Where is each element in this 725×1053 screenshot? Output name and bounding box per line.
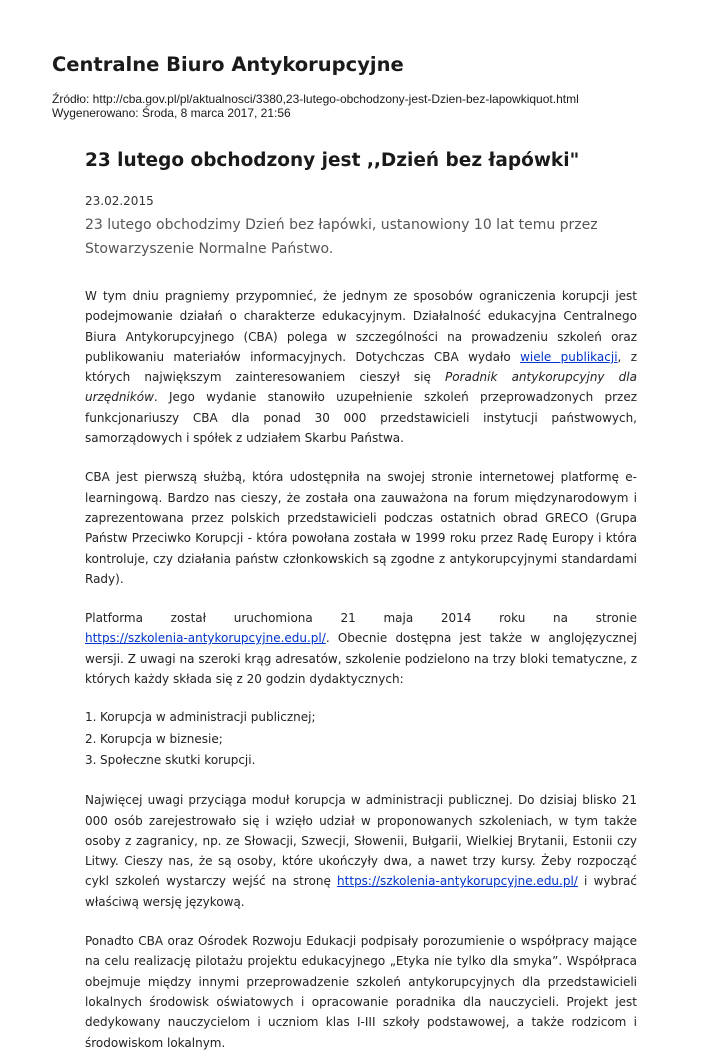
paragraph-4-text-b: i wybrać właściwą wersję językową.	[85, 874, 637, 909]
paragraph-1-text-a: W tym dniu pragniemy przypomnieć, że jednym ze sposobów ograniczenia korupcji jest podejmowanie działań o charakterze edukacyjnym. Działalność edukacyjna Centralnego Biura Antykorupcyjnego (CBA) polega w szczególności na prowadzeniu szkoleń oraz publikowaniu materiałów informacyjnych. Dotychczas CBA wydało	[85, 289, 637, 364]
training-platform-link-2[interactable]: https://szkolenia-antykorupcyjne.edu.pl/	[337, 874, 578, 889]
paragraph-1-text-b: , z których największym zainteresowaniem cieszył się	[85, 349, 637, 385]
list-item	[85, 729, 637, 750]
site-title: Centralne Biuro Antykorupcyjne	[52, 53, 404, 76]
list-item-text: Korupcja w administracji publicznej;	[100, 710, 316, 725]
paragraph-3-text: . Obecnie dostępna jest także w anglojęzycznej wersji. Z uwagi na szeroki krąg adresatów, szkolenie podzielono na trzy bloki tematyczne, z których każdy składa się z 20 godzin dydaktycznych:	[85, 631, 637, 687]
list-item-text: Społeczne skutki korupcji.	[100, 752, 256, 767]
paragraph-1	[85, 286, 637, 448]
guide-title: Poradnik antykorupcyjny dla urzędników	[85, 370, 637, 405]
list-item-text: Korupcja w biznesie;	[100, 731, 223, 746]
article	[85, 148, 637, 1053]
paragraph-4	[85, 790, 637, 912]
article-lead: 23 lutego obchodzimy Dzień bez łapówki, ustanowiony 10 lat temu przez Stowarzyszenie Normalne Państwo.	[85, 217, 598, 257]
topic-list	[85, 707, 637, 771]
article-title: 23 lutego obchodzony jest ,,Dzień bez łapówki"	[85, 150, 580, 171]
paragraph-4-text-a: Najwięcej uwagi przyciąga moduł korupcja w administracji publicznej. Do dzisiaj blisko 21 000 osób zarejestrowało się i wzięło udział w proponowanych szkoleniach, w tym także osoby z zagranicy, np. ze Słowacji, Szwecji, Słowenii, Bułgarii, Wielkiej Brytanii, Estonii czy Litwy. Cieszy nas, że są osoby, które ukończyły dwa, a nawet trzy kursy. Żeby rozpocząć cykl szkoleń wystarczy wejść na stronę	[85, 793, 637, 889]
article-date: 23.02.2015	[85, 194, 154, 208]
paragraph-5: Ponadto CBA oraz Ośrodek Rozwoju Edukacji podpisały porozumienie o współpracy mające na celu realizację pilotażu projektu edukacyjnego „Etyka nie tylko dla smyka”. Współpraca obejmuje między innymi przeprowadzenie szkoleń antykorupcyjnych dla przedstawicieli lokalnych środowisk oświatowych i opracowanie poradnika dla nauczycieli. Projekt jest dedykowany nauczycielom i uczniom klas I-III szkoły podstawowej, a także rodzicom i środowiskom lokalnym.	[85, 934, 637, 1050]
paragraph-2: CBA jest pierwszą służbą, która udostępniła na swojej stronie internetowej platformę e-learningową. Bardzo nas cieszy, że została ona zauważona na forum międzynarodowym i zaprezentowana przez polskich przedstawicieli podczas ostatnich obrad GRECO (Grupa Państw Przeciwko Korupcji - która powołana została w 1999 roku przez Radę Europy i która kontroluje, czy działania państw członkowskich są zgodne z antykorupcyjnymi standardami Rady).	[85, 470, 637, 586]
training-platform-link[interactable]: https://szkolenia-antykorupcyjne.edu.pl/	[85, 631, 326, 646]
list-item-number: 3.	[85, 752, 97, 767]
publications-link[interactable]: wiele publikacji	[520, 349, 618, 364]
source-line: Źródło: http://cba.gov.pl/pl/aktualnosci/3380,23-lutego-obchodzony-jest-Dzien-bez-lapowkiquot.html	[52, 92, 579, 106]
paragraph-3	[85, 608, 637, 689]
list-item	[85, 750, 637, 771]
generated-line: Wygenerowano: Środa, 8 marca 2017, 21:56	[52, 105, 291, 120]
paragraph-1-text-c: . Jego wydanie stanowiło uzupełnienie szkoleń przeprowadzonych przez funkcjonariuszy CBA dla ponad 30 000 przedstawicieli instytucji państwowych, samorządowych i spółek z udziałem Skarbu Państwa.	[85, 390, 637, 446]
list-item-number: 1.	[85, 710, 97, 725]
document-meta	[52, 93, 579, 120]
list-item	[85, 707, 637, 728]
list-item-number: 2.	[85, 731, 97, 746]
paragraph-3-first-line: Platforma został uruchomiona 21 maja 2014 roku na stronie	[85, 611, 637, 626]
